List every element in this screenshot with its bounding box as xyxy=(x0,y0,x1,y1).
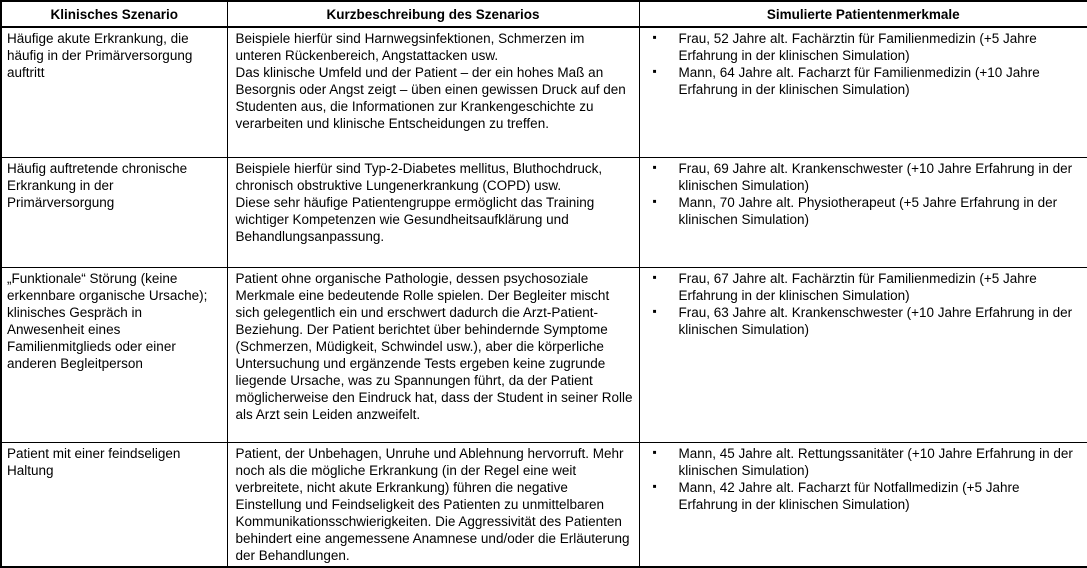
patient-text: Mann, 42 Jahre alt. Facharzt für Notfallmedizin (+5 Jahre Erfahrung in der klinischen Simulation) xyxy=(678,479,1020,512)
bullet-icon: ▪ xyxy=(652,444,657,459)
patient-text: Frau, 63 Jahre alt. Krankenschwester (+10 Jahre Erfahrung in der klinischen Simulation) xyxy=(678,304,1073,337)
bullet-icon: ▪ xyxy=(652,303,657,318)
bullet-icon: ▪ xyxy=(652,64,657,78)
table-row xyxy=(1,442,1087,567)
table-row xyxy=(1,157,1087,267)
description-paragraph: Beispiele hierfür sind Typ-2-Diabetes mellitus, Bluthochdruck, chronisch obstruktive Lungenerkrankung (COPD) usw. xyxy=(235,160,603,193)
column-header-description: Kurzbeschreibung des Szenarios xyxy=(227,1,639,27)
patients-cell xyxy=(639,267,1087,442)
patient-text: Mann, 64 Jahre alt. Facharzt für Familienmedizin (+10 Jahre Erfahrung in der klinischen Simulation) xyxy=(678,65,1040,97)
table-row xyxy=(1,27,1087,157)
description-paragraph: Patient, der Unbehagen, Unruhe und Ablehnung hervorruft. Mehr noch als die mögliche Erkrankung (in der Regel eine weit verbreitete, nicht akute Erkrankung) führen die negative Einstellung und Feindseligkeit des Patienten zu unmittelbaren Kommunikationsschwierigkeiten. Die Aggressivität des Patienten behindert eine angemessene Anamnese und/oder die Erläuterung der Behandlungen. xyxy=(235,445,630,563)
description-cell xyxy=(227,27,639,157)
patient-item xyxy=(640,30,1082,64)
patient-text: Mann, 70 Jahre alt. Physiotherapeut (+5 Jahre Erfahrung in der klinischen Simulation) xyxy=(678,194,1058,227)
bullet-icon: ▪ xyxy=(652,193,657,208)
patient-item xyxy=(640,194,1082,228)
scenario-cell: „Funktionale“ Störung (keine erkennbare organische Ursache); klinisches Gespräch in Anwesenheit eines Familienmitglieds oder einer anderen Begleitperson xyxy=(1,267,227,442)
description-paragraph: Patient ohne organische Pathologie, dessen psychosoziale Merkmale eine bedeutende Rolle spielen. Der Begleiter mischt sich gelegentlich ein und erschwert dadurch die Arzt-Patient-Beziehung. Der Patient berichtet über behindernde Symptome (Schmerzen, Müdigkeit, Schwindel usw.), aber die körperliche Untersuchung und ergänzende Tests ergeben keine zugrunde liegende Ursache, was zu Spannungen führt, da der Patient möglicherweise den Eindruck hat, dass der Student in seiner Rolle als Arzt sein Leiden anzweifelt. xyxy=(235,270,633,422)
bullet-icon: ▪ xyxy=(652,30,657,44)
description-paragraph: Diese sehr häufige Patientengruppe ermöglicht das Training wichtiger Kompetenzen wie Gesundheitsaufklärung und Behandlungsanpassung. xyxy=(235,194,595,244)
table-body xyxy=(1,27,1087,567)
scenario-cell: Häufige akute Erkrankung, die häufig in der Primärversorgung auftritt xyxy=(1,27,227,157)
patients-cell xyxy=(639,442,1087,567)
table-row xyxy=(1,267,1087,442)
patient-item xyxy=(640,304,1082,338)
patient-text: Frau, 52 Jahre alt. Fachärztin für Familienmedizin (+5 Jahre Erfahrung in der klinischen Simulation) xyxy=(678,31,1037,63)
patient-item xyxy=(640,445,1082,479)
patients-list xyxy=(640,270,1082,338)
bullet-icon: ▪ xyxy=(652,478,657,493)
header-row xyxy=(1,1,1087,27)
patient-item xyxy=(640,479,1082,513)
description-paragraph: Beispiele hierfür sind Harnwegsinfektionen, Schmerzen im unteren Rückenbereich, Angstattacken usw. xyxy=(235,31,585,63)
patient-text: Mann, 45 Jahre alt. Rettungssanitäter (+10 Jahre Erfahrung in der klinischen Simulation) xyxy=(678,445,1073,478)
description-paragraph: Das klinische Umfeld und der Patient – der ein hohes Maß an Besorgnis oder Angst zeigt – üben einen gewissen Druck auf den Studenten aus, die Informationen zur Krankengeschichte zu verarbeiten und klinische Entscheidungen zu treffen. xyxy=(235,65,626,131)
description-cell xyxy=(227,157,639,267)
scenario-cell: Häufig auftretende chronische Erkrankung in der Primärversorgung xyxy=(1,157,227,267)
description-cell xyxy=(227,267,639,442)
patients-cell xyxy=(639,157,1087,267)
patient-text: Frau, 69 Jahre alt. Krankenschwester (+10 Jahre Erfahrung in der klinischen Simulation) xyxy=(678,160,1073,193)
patients-list xyxy=(640,445,1082,513)
patient-text: Frau, 67 Jahre alt. Fachärztin für Familienmedizin (+5 Jahre Erfahrung in der klinischen Simulation) xyxy=(678,270,1037,303)
scenario-cell: Patient mit einer feindseligen Haltung xyxy=(1,442,227,567)
patient-item xyxy=(640,270,1082,304)
patient-item xyxy=(640,64,1082,98)
description-cell xyxy=(227,442,639,567)
column-header-scenario: Klinisches Szenario xyxy=(1,1,227,27)
patients-list xyxy=(640,160,1082,228)
patients-cell xyxy=(639,27,1087,157)
bullet-icon: ▪ xyxy=(652,159,657,174)
patient-item xyxy=(640,160,1082,194)
patients-list xyxy=(640,30,1082,98)
bullet-icon: ▪ xyxy=(652,269,657,284)
column-header-patients: Simulierte Patientenmerkmale xyxy=(639,1,1087,27)
